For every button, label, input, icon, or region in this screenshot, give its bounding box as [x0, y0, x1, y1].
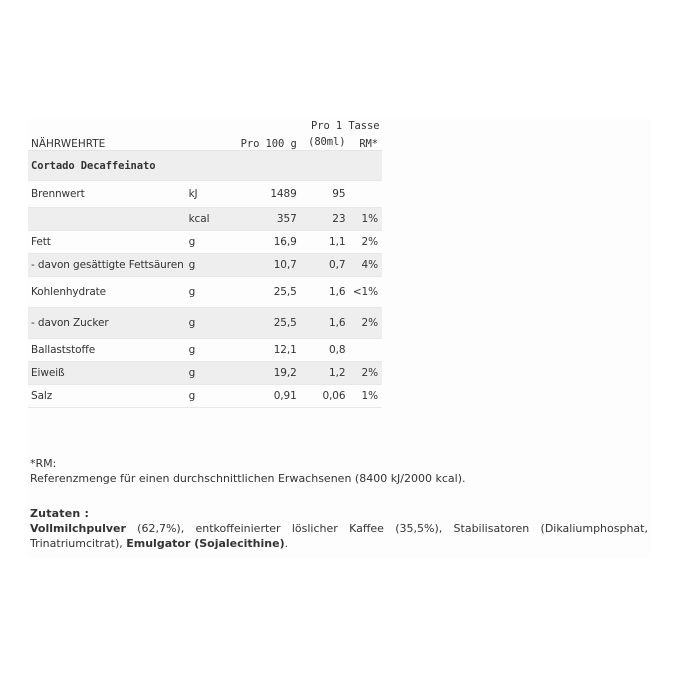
ingredient-list-end: . [284, 537, 289, 550]
nutrient-per100: 0,91 [228, 385, 299, 408]
nutrient-rm: 4% [347, 254, 382, 277]
nutrient-percup: 95 [299, 181, 348, 208]
nutrient-unit: g [187, 277, 228, 308]
nutrient-per100: 16,9 [228, 231, 299, 254]
nutrient-percup: 23 [299, 208, 348, 231]
nutrient-per100: 1489 [228, 181, 299, 208]
ingredients-text [30, 521, 648, 551]
nutrient-percup: 0,8 [299, 339, 348, 362]
table-row [28, 277, 382, 308]
nutrient-name [28, 208, 187, 231]
nutrient-percup: 1,1 [299, 231, 348, 254]
table-row [28, 362, 382, 385]
nutrient-name: Brennwert [28, 181, 187, 208]
table-row [28, 181, 382, 208]
nutrient-rm: 1% [347, 385, 382, 408]
table-row [28, 254, 382, 277]
nutrient-rm: 1% [347, 208, 382, 231]
nutrient-name: Kohlenhydrate [28, 277, 187, 308]
ingredient-list-part: (62,7%), entkoffeinierter löslicher Kaffee (35,5%), Stabilisatoren (Dikaliumphosphat, Trinatriumcitrat), [30, 522, 648, 550]
nutrient-unit: g [187, 308, 228, 339]
table-row [28, 308, 382, 339]
table-row [28, 231, 382, 254]
nutrient-rm: 2% [347, 231, 382, 254]
table-row [28, 385, 382, 408]
table-header-row [28, 118, 382, 151]
nutrient-unit: g [187, 339, 228, 362]
ingredient-milk-powder: Vollmilchpulver [30, 522, 126, 535]
nutrient-per100: 25,5 [228, 277, 299, 308]
nutrient-percup: 0,7 [299, 254, 348, 277]
reference-footnote [30, 456, 466, 486]
nutrient-per100: 10,7 [228, 254, 299, 277]
product-name: Cortado Decaffeinato [28, 151, 382, 181]
nutrient-name: - davon Zucker [28, 308, 187, 339]
nutrient-unit: g [187, 385, 228, 408]
header-per-cup-line1: Pro 1 Tasse [311, 120, 380, 132]
table-row [28, 208, 382, 231]
nutrient-rm [347, 339, 382, 362]
nutrient-name: Eiweiß [28, 362, 187, 385]
product-row [28, 151, 382, 181]
nutrient-unit: kcal [187, 208, 228, 231]
header-per-100g: Pro 100 g [228, 118, 299, 151]
header-nutrients: NÄHRWEHRTE [28, 118, 187, 151]
nutrient-name: Fett [28, 231, 187, 254]
nutrient-per100: 12,1 [228, 339, 299, 362]
ingredients-section [30, 506, 648, 551]
nutrient-unit: g [187, 362, 228, 385]
nutrient-per100: 19,2 [228, 362, 299, 385]
nutrient-rm [347, 181, 382, 208]
nutrition-table [28, 118, 382, 408]
ingredients-title: Zutaten : [30, 507, 90, 520]
nutrient-percup: 1,6 [299, 308, 348, 339]
nutrient-unit: kJ [187, 181, 228, 208]
footnote-title: *RM: [30, 457, 57, 470]
nutrient-percup: 0,06 [299, 385, 348, 408]
nutrient-unit: g [187, 231, 228, 254]
ingredient-emulsifier: Emulgator (Sojalecithine) [126, 537, 285, 550]
header-per-cup-line2: (80ml) [308, 136, 346, 148]
nutrient-rm: <1% [347, 277, 382, 308]
nutrient-per100: 25,5 [228, 308, 299, 339]
nutrient-per100: 357 [228, 208, 299, 231]
nutrient-rm: 2% [347, 362, 382, 385]
nutrient-percup: 1,2 [299, 362, 348, 385]
table-row [28, 339, 382, 362]
nutrient-rm: 2% [347, 308, 382, 339]
nutrient-name: Ballaststoffe [28, 339, 187, 362]
nutrient-percup: 1,6 [299, 277, 348, 308]
footnote-text: Referenzmenge für einen durchschnittlichen Erwachsenen (8400 kJ/2000 kcal). [30, 472, 466, 485]
nutrient-name: Salz [28, 385, 187, 408]
header-rm: RM* [347, 118, 382, 151]
nutrient-unit: g [187, 254, 228, 277]
nutrient-name: - davon gesättigte Fettsäuren [28, 254, 187, 277]
